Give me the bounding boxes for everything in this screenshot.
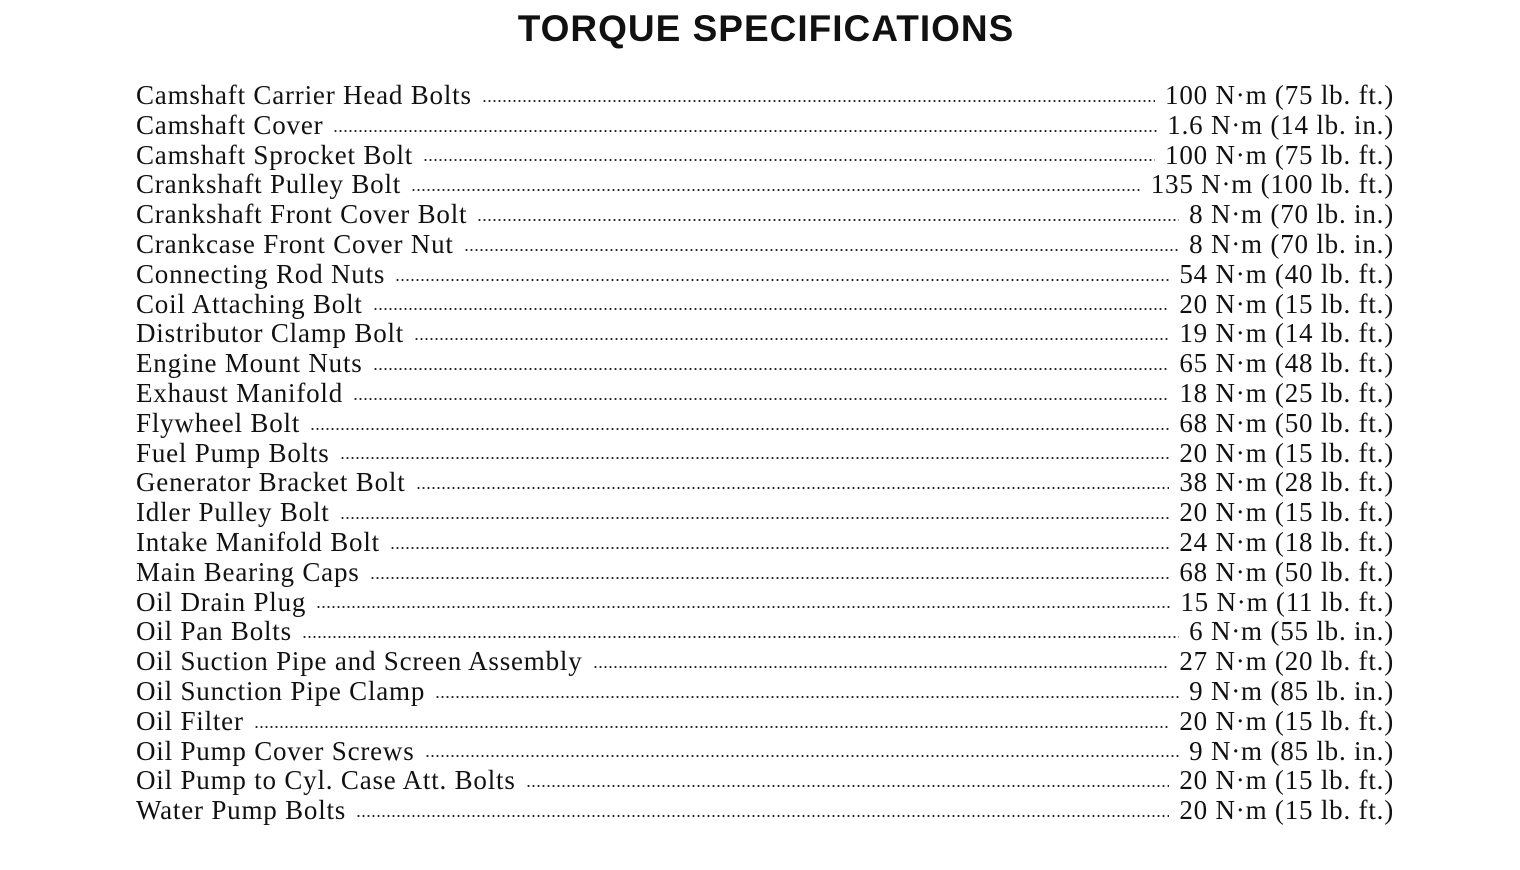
spec-value: 8 N·m (70 lb. in.)	[1189, 228, 1394, 259]
spec-name: Oil Sunction Pipe Clamp	[136, 675, 426, 706]
spec-row	[136, 169, 1394, 199]
dot-leader	[416, 486, 1170, 490]
spec-row	[136, 616, 1394, 646]
dot-leader	[390, 546, 1169, 550]
dot-leader	[340, 516, 1170, 520]
spec-row	[136, 80, 1394, 110]
dot-leader	[353, 397, 1169, 401]
dot-leader	[477, 218, 1179, 222]
spec-row	[136, 199, 1394, 229]
spec-value: 54 N·m (40 lb. ft.)	[1179, 258, 1394, 289]
dot-leader	[482, 99, 1155, 103]
spec-value: 20 N·m (15 lb. ft.)	[1179, 288, 1394, 319]
spec-row	[136, 676, 1394, 706]
page-title: TORQUE SPECIFICATIONS	[517, 8, 1015, 49]
spec-name: Coil Attaching Bolt	[136, 288, 363, 319]
dot-leader	[423, 158, 1155, 162]
spec-name: Oil Drain Plug	[136, 586, 307, 617]
spec-name: Camshaft Carrier Head Bolts	[136, 80, 472, 110]
spec-name: Idler Pulley Bolt	[136, 497, 330, 528]
dot-leader	[425, 754, 1180, 758]
torque-spec-list	[136, 80, 1394, 825]
spec-name: Oil Pump Cover Screws	[136, 735, 415, 766]
spec-row	[136, 557, 1394, 587]
dot-leader	[302, 635, 1179, 639]
spec-row	[136, 527, 1394, 557]
spec-name: Crankshaft Pulley Bolt	[136, 169, 402, 200]
spec-row	[136, 795, 1394, 825]
spec-row	[136, 110, 1394, 140]
dot-leader	[310, 427, 1169, 431]
dot-leader	[356, 814, 1169, 818]
spec-value: 6 N·m (55 lb. in.)	[1189, 616, 1394, 647]
dot-leader	[464, 248, 1179, 252]
spec-name: Connecting Rod Nuts	[136, 258, 386, 289]
spec-value: 65 N·m (48 lb. ft.)	[1179, 348, 1394, 379]
dot-leader	[340, 456, 1170, 460]
spec-name: Oil Pump to Cyl. Case Att. Bolts	[136, 765, 516, 796]
spec-row	[136, 140, 1394, 170]
spec-value: 9 N·m (85 lb. in.)	[1189, 735, 1394, 766]
spec-value: 135 N·m (100 lb. ft.)	[1150, 169, 1394, 200]
spec-value: 20 N·m (15 lb. ft.)	[1179, 705, 1394, 736]
spec-name: Exhaust Manifold	[136, 377, 344, 408]
spec-value: 9 N·m (85 lb. in.)	[1189, 675, 1394, 706]
spec-value: 27 N·m (20 lb. ft.)	[1179, 646, 1394, 677]
spec-value: 68 N·m (50 lb. ft.)	[1179, 556, 1394, 587]
spec-value: 1.6 N·m (14 lb. in.)	[1167, 109, 1394, 140]
spec-name: Oil Pan Bolts	[136, 616, 292, 647]
spec-value: 100 N·m (75 lb. ft.)	[1165, 139, 1394, 170]
spec-value: 38 N·m (28 lb. ft.)	[1179, 467, 1394, 498]
spec-name: Oil Filter	[136, 705, 244, 736]
spec-row	[136, 229, 1394, 259]
spec-name: Water Pump Bolts	[136, 795, 347, 826]
spec-row	[136, 497, 1394, 527]
spec-name: Camshaft Sprocket Bolt	[136, 139, 414, 170]
spec-name: Main Bearing Caps	[136, 556, 360, 587]
spec-name: Fuel Pump Bolts	[136, 437, 330, 468]
spec-row	[136, 467, 1394, 497]
spec-row	[136, 318, 1394, 348]
spec-name: Generator Bracket Bolt	[136, 467, 406, 498]
spec-name: Flywheel Bolt	[136, 407, 301, 438]
spec-value: 20 N·m (15 lb. ft.)	[1179, 437, 1394, 468]
spec-value: 15 N·m (11 lb. ft.)	[1180, 586, 1394, 617]
spec-row	[136, 289, 1394, 319]
dot-leader	[254, 725, 1170, 729]
spec-name: Intake Manifold Bolt	[136, 526, 380, 557]
spec-row	[136, 378, 1394, 408]
spec-name: Distributor Clamp Bolt	[136, 318, 405, 349]
spec-value: 8 N·m (70 lb. in.)	[1189, 199, 1394, 230]
spec-name: Crankshaft Front Cover Bolt	[136, 199, 468, 230]
spec-value: 100 N·m (75 lb. ft.)	[1165, 80, 1394, 110]
spec-row	[136, 706, 1394, 736]
dot-leader	[395, 278, 1169, 282]
dot-leader	[414, 337, 1169, 341]
dot-leader	[333, 129, 1157, 133]
dot-leader	[593, 665, 1170, 669]
spec-row	[136, 765, 1394, 795]
spec-row	[136, 259, 1394, 289]
dot-leader	[411, 188, 1141, 192]
spec-name: Camshaft Cover	[136, 109, 324, 140]
spec-row	[136, 408, 1394, 438]
dot-leader	[373, 367, 1170, 371]
spec-value: 68 N·m (50 lb. ft.)	[1179, 407, 1394, 438]
dot-leader	[526, 784, 1170, 788]
dot-leader	[316, 605, 1170, 609]
spec-name: Engine Mount Nuts	[136, 348, 363, 379]
spec-value: 18 N·m (25 lb. ft.)	[1179, 377, 1394, 408]
spec-value: 24 N·m (18 lb. ft.)	[1179, 526, 1394, 557]
dot-leader	[373, 307, 1170, 311]
spec-name: Crankcase Front Cover Nut	[136, 228, 454, 259]
spec-row	[136, 646, 1394, 676]
spec-name: Oil Suction Pipe and Screen Assembly	[136, 646, 583, 677]
spec-row	[136, 736, 1394, 766]
dot-leader	[435, 695, 1179, 699]
dot-leader	[370, 576, 1170, 580]
spec-value: 20 N·m (15 lb. ft.)	[1179, 765, 1394, 796]
spec-row	[136, 587, 1394, 617]
spec-value: 19 N·m (14 lb. ft.)	[1179, 318, 1394, 349]
spec-row	[136, 348, 1394, 378]
spec-value: 20 N·m (15 lb. ft.)	[1179, 795, 1394, 826]
spec-row	[136, 438, 1394, 468]
spec-value: 20 N·m (15 lb. ft.)	[1179, 497, 1394, 528]
